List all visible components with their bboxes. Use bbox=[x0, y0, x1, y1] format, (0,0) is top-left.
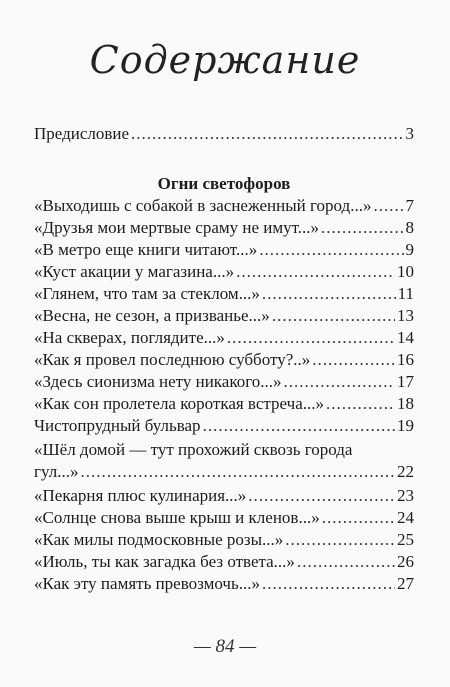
toc-entry-title: «В метро еще книги читают...» bbox=[34, 240, 258, 259]
toc-entry bbox=[34, 350, 414, 370]
toc-entry bbox=[34, 284, 414, 304]
toc-entry-title: «Как эту память превозмочь...» bbox=[34, 574, 260, 593]
toc-entry-title: «Июль, ты как загадка без ответа...» bbox=[34, 552, 295, 571]
dot-leader bbox=[322, 508, 395, 528]
dot-leader bbox=[227, 328, 395, 348]
toc-entry-page: 27 bbox=[397, 574, 414, 593]
toc-entry-page: 24 bbox=[397, 508, 414, 527]
dot-leader bbox=[297, 552, 395, 572]
dot-leader bbox=[312, 350, 395, 370]
toc-entry-page: 7 bbox=[405, 196, 414, 215]
toc-entry bbox=[34, 416, 414, 436]
toc-entry bbox=[34, 306, 414, 326]
toc-entry bbox=[34, 218, 414, 238]
dot-leader bbox=[248, 486, 395, 506]
toc-entry-page: 23 bbox=[397, 486, 414, 505]
toc-entry-title: «На скверах, поглядите...» bbox=[34, 328, 225, 347]
toc-entry-page: 25 bbox=[397, 530, 414, 549]
toc-entry bbox=[34, 486, 414, 506]
toc-entry-title: Предисловие bbox=[34, 124, 130, 143]
toc-entry bbox=[34, 196, 414, 216]
toc-entry bbox=[34, 530, 414, 550]
toc-entry bbox=[34, 262, 414, 282]
toc-entry-title-line1: «Шёл домой — тут прохожий сквозь города bbox=[34, 440, 353, 459]
dot-leader bbox=[272, 306, 395, 326]
dot-leader bbox=[262, 574, 395, 594]
toc-entry-title: «Солнце снова выше крыш и кленов...» bbox=[34, 508, 320, 527]
toc-entry-title: «Как милы подмосковные розы...» bbox=[34, 530, 284, 549]
toc-entry-page: 16 bbox=[397, 350, 414, 369]
dot-leader bbox=[131, 124, 403, 144]
dot-leader bbox=[203, 416, 395, 436]
toc-entry-page: 17 bbox=[397, 372, 414, 391]
dot-leader bbox=[285, 530, 395, 550]
toc-entry-page: 18 bbox=[397, 394, 414, 413]
toc-entry-page: 19 bbox=[397, 416, 414, 435]
dot-leader bbox=[80, 462, 395, 482]
toc-entry-title: «Весна, не сезон, а призванье...» bbox=[34, 306, 270, 325]
dot-leader bbox=[259, 240, 403, 260]
toc-entry-title-line2: гул...» bbox=[34, 462, 79, 481]
toc-entry-page: 9 bbox=[405, 240, 414, 259]
dot-leader bbox=[373, 196, 403, 216]
toc-entry-title: «Пекарня плюс кулинария...» bbox=[34, 486, 247, 505]
toc-entry-title: «Друзья мои мертвые сраму не имут...» bbox=[34, 218, 320, 237]
toc-entry-page: 11 bbox=[397, 284, 414, 303]
toc-entry-page: 22 bbox=[397, 462, 414, 481]
dot-leader bbox=[236, 262, 395, 282]
toc-entry-page: 10 bbox=[397, 262, 414, 281]
dot-leader bbox=[326, 394, 395, 414]
toc-entry bbox=[34, 372, 414, 392]
dot-leader bbox=[262, 284, 396, 304]
toc-entry-preface bbox=[34, 124, 414, 144]
toc-entry bbox=[34, 508, 414, 528]
toc-entry-title: «Куст акации у магазина...» bbox=[34, 262, 235, 281]
toc-entry-page: 14 bbox=[397, 328, 414, 347]
toc-entry-page: 26 bbox=[397, 552, 414, 571]
dot-leader bbox=[321, 218, 403, 238]
section-title: Огни светофоров bbox=[157, 174, 291, 193]
page-number: — 84 — bbox=[193, 636, 257, 657]
toc-entry bbox=[34, 328, 414, 348]
toc-entry bbox=[34, 462, 414, 482]
toc-entry bbox=[34, 552, 414, 572]
toc-entry-title: «Выходишь с собакой в заснеженный город...» bbox=[34, 196, 372, 215]
toc-entry-title: «Глянем, что там за стеклом...» bbox=[34, 284, 260, 303]
toc-entry-page: 13 bbox=[397, 306, 414, 325]
toc-entry-title: «Здесь сионизма нету никакого...» bbox=[34, 372, 282, 391]
toc-entry bbox=[34, 394, 414, 414]
toc-entry bbox=[34, 240, 414, 260]
toc-entry-title: «Как я провел последнюю субботу?..» bbox=[34, 350, 311, 369]
toc-entry-page: 3 bbox=[405, 124, 414, 143]
page-title: Содержание bbox=[89, 38, 361, 82]
dot-leader bbox=[284, 372, 395, 392]
toc-entry-page: 8 bbox=[405, 218, 414, 237]
toc-entry bbox=[34, 574, 414, 594]
toc-entry-title: «Как сон пролетела короткая встреча...» bbox=[34, 394, 325, 413]
toc-entry-title: Чистопрудный бульвар bbox=[34, 416, 201, 435]
